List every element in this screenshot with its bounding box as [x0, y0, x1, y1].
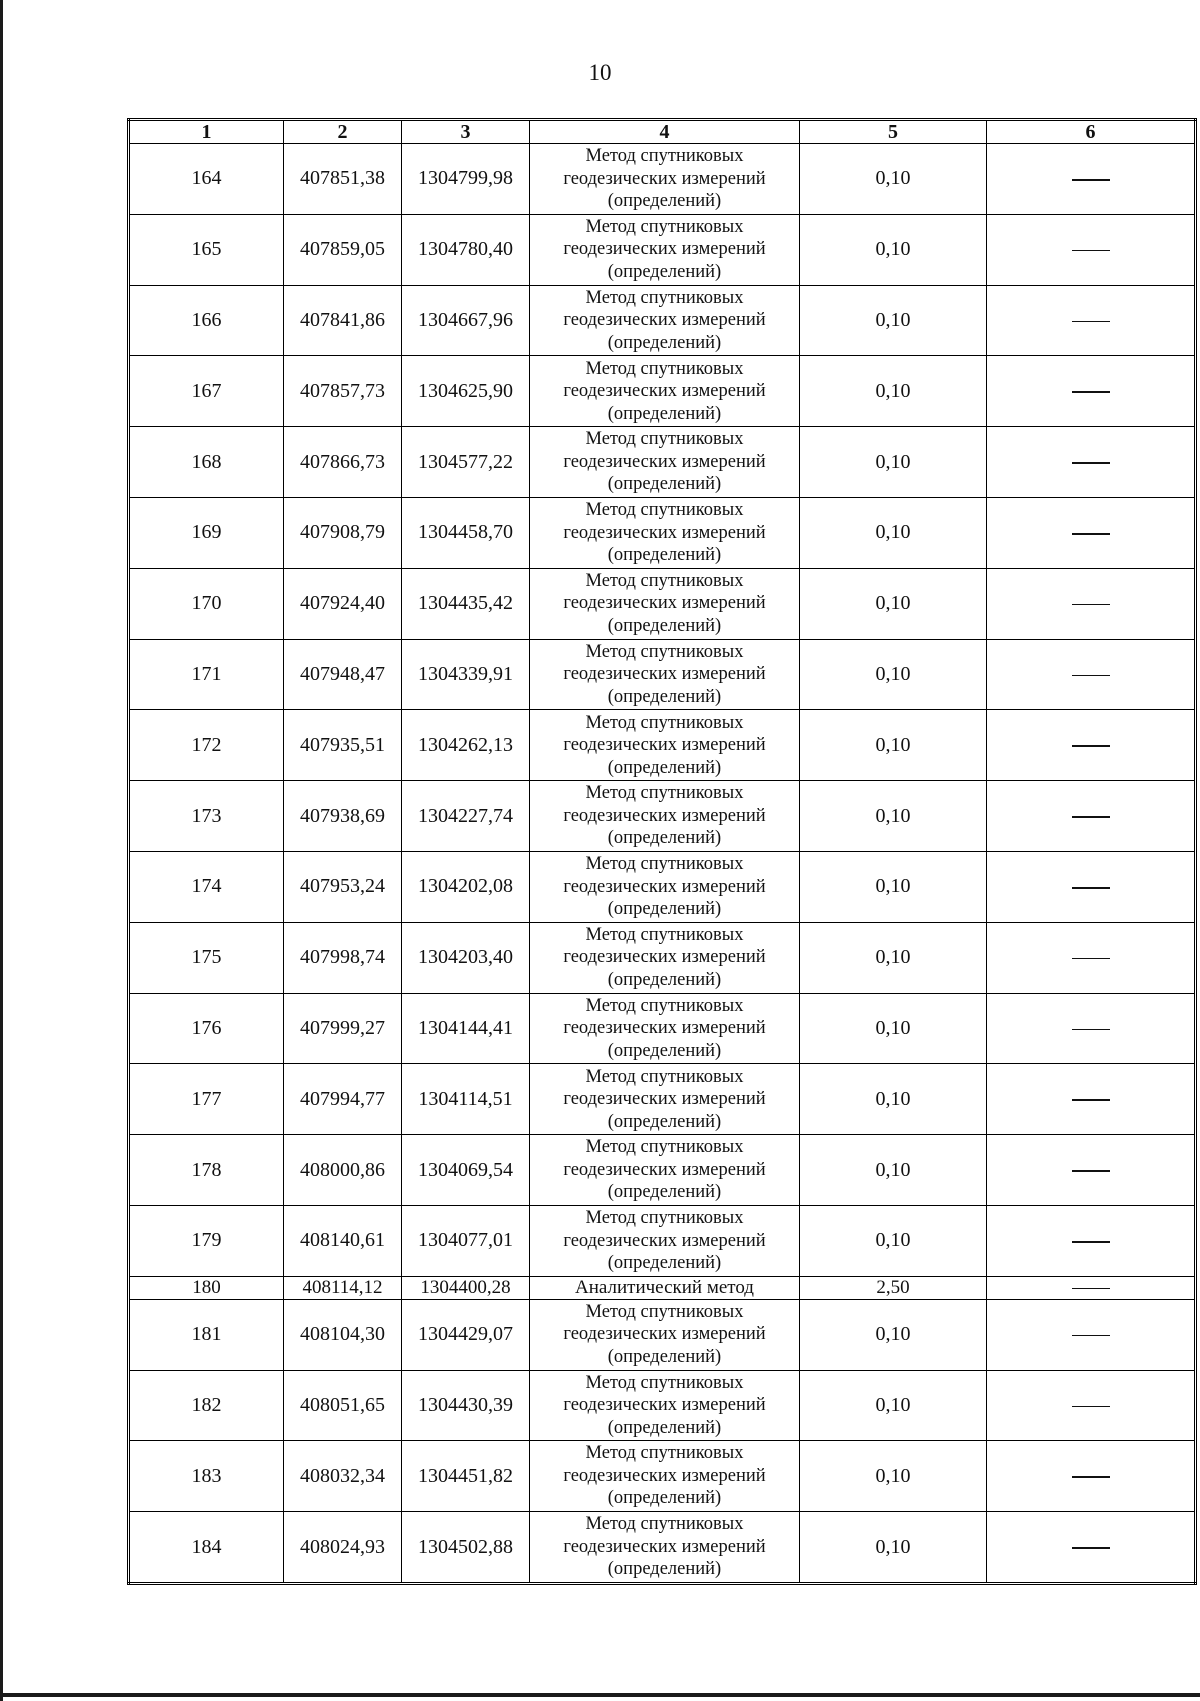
table-row [129, 497, 1196, 568]
coordinates-table-wrap [127, 118, 1194, 1585]
point-number-cell: 174 [129, 851, 284, 922]
column-header: 1 [129, 120, 284, 144]
y-coordinate-cell: 1304430,39 [402, 1370, 530, 1441]
point-number-cell: 182 [129, 1370, 284, 1441]
dash-mark [1072, 1029, 1110, 1031]
dash-mark [1072, 816, 1110, 818]
point-number-cell: 178 [129, 1135, 284, 1206]
note-cell [987, 568, 1196, 639]
point-number-cell: 167 [129, 356, 284, 427]
accuracy-cell: 0,10 [800, 285, 987, 356]
x-coordinate-cell: 407857,73 [284, 356, 402, 427]
note-cell [987, 497, 1196, 568]
table-row [129, 1512, 1196, 1584]
y-coordinate-cell: 1304577,22 [402, 427, 530, 498]
table-row [129, 285, 1196, 356]
y-coordinate-cell: 1304227,74 [402, 781, 530, 852]
scan-border-left [0, 0, 3, 1701]
table-row [129, 993, 1196, 1064]
accuracy-cell: 0,10 [800, 1441, 987, 1512]
method-cell: Аналитический метод [530, 1276, 800, 1299]
note-cell [987, 1370, 1196, 1441]
table-row [129, 1276, 1196, 1299]
point-number-cell: 169 [129, 497, 284, 568]
dash-mark [1072, 1476, 1110, 1478]
y-coordinate-cell: 1304077,01 [402, 1205, 530, 1276]
table-body [129, 144, 1196, 1584]
method-cell: Метод спутниковых геодезических измерений (определений) [530, 1205, 800, 1276]
table-row [129, 1135, 1196, 1206]
point-number-cell: 180 [129, 1276, 284, 1299]
method-cell: Метод спутниковых геодезических измерений (определений) [530, 922, 800, 993]
dash-mark [1072, 1170, 1110, 1172]
note-cell [987, 1205, 1196, 1276]
method-cell: Метод спутниковых геодезических измерений (определений) [530, 1064, 800, 1135]
note-cell [987, 639, 1196, 710]
y-coordinate-cell: 1304202,08 [402, 851, 530, 922]
note-cell [987, 1064, 1196, 1135]
table-row [129, 922, 1196, 993]
x-coordinate-cell: 408000,86 [284, 1135, 402, 1206]
point-number-cell: 170 [129, 568, 284, 639]
note-cell [987, 214, 1196, 285]
y-coordinate-cell: 1304400,28 [402, 1276, 530, 1299]
point-number-cell: 168 [129, 427, 284, 498]
column-header: 4 [530, 120, 800, 144]
note-cell [987, 285, 1196, 356]
point-number-cell: 171 [129, 639, 284, 710]
point-number-cell: 175 [129, 922, 284, 993]
table-row [129, 639, 1196, 710]
scan-border-bottom [0, 1693, 1200, 1697]
accuracy-cell: 0,10 [800, 1135, 987, 1206]
y-coordinate-cell: 1304625,90 [402, 356, 530, 427]
x-coordinate-cell: 407908,79 [284, 497, 402, 568]
method-cell: Метод спутниковых геодезических измерений (определений) [530, 568, 800, 639]
point-number-cell: 176 [129, 993, 284, 1064]
x-coordinate-cell: 408140,61 [284, 1205, 402, 1276]
point-number-cell: 173 [129, 781, 284, 852]
x-coordinate-cell: 408032,34 [284, 1441, 402, 1512]
accuracy-cell: 2,50 [800, 1276, 987, 1299]
note-cell [987, 1135, 1196, 1206]
y-coordinate-cell: 1304262,13 [402, 710, 530, 781]
dash-mark [1072, 462, 1110, 464]
dash-mark [1072, 1241, 1110, 1243]
method-cell: Метод спутниковых геодезических измерений (определений) [530, 1441, 800, 1512]
y-coordinate-cell: 1304799,98 [402, 144, 530, 215]
note-cell [987, 144, 1196, 215]
dash-mark [1072, 533, 1110, 535]
note-cell [987, 1299, 1196, 1370]
method-cell: Метод спутниковых геодезических измерений (определений) [530, 144, 800, 215]
dash-mark [1072, 179, 1110, 181]
x-coordinate-cell: 407841,86 [284, 285, 402, 356]
x-coordinate-cell: 407866,73 [284, 427, 402, 498]
x-coordinate-cell: 407994,77 [284, 1064, 402, 1135]
point-number-cell: 181 [129, 1299, 284, 1370]
accuracy-cell: 0,10 [800, 993, 987, 1064]
dash-mark [1072, 391, 1110, 393]
accuracy-cell: 0,10 [800, 1370, 987, 1441]
method-cell: Метод спутниковых геодезических измерений (определений) [530, 993, 800, 1064]
x-coordinate-cell: 407924,40 [284, 568, 402, 639]
accuracy-cell: 0,10 [800, 568, 987, 639]
dash-mark [1072, 1547, 1110, 1549]
method-cell: Метод спутниковых геодезических измерений (определений) [530, 1512, 800, 1584]
table-row [129, 1370, 1196, 1441]
note-cell [987, 710, 1196, 781]
y-coordinate-cell: 1304114,51 [402, 1064, 530, 1135]
column-header: 6 [987, 120, 1196, 144]
table-row [129, 568, 1196, 639]
y-coordinate-cell: 1304780,40 [402, 214, 530, 285]
point-number-cell: 177 [129, 1064, 284, 1135]
method-cell: Метод спутниковых геодезических измерений (определений) [530, 1299, 800, 1370]
accuracy-cell: 0,10 [800, 1299, 987, 1370]
y-coordinate-cell: 1304203,40 [402, 922, 530, 993]
y-coordinate-cell: 1304429,07 [402, 1299, 530, 1370]
table-row [129, 356, 1196, 427]
header-row [129, 120, 1196, 144]
x-coordinate-cell: 407999,27 [284, 993, 402, 1064]
x-coordinate-cell: 407935,51 [284, 710, 402, 781]
accuracy-cell: 0,10 [800, 639, 987, 710]
point-number-cell: 166 [129, 285, 284, 356]
table-row [129, 851, 1196, 922]
note-cell [987, 1441, 1196, 1512]
table-row [129, 1441, 1196, 1512]
note-cell [987, 781, 1196, 852]
dash-mark [1072, 958, 1110, 960]
x-coordinate-cell: 407851,38 [284, 144, 402, 215]
x-coordinate-cell: 407938,69 [284, 781, 402, 852]
dash-mark [1072, 675, 1110, 677]
table-row [129, 1205, 1196, 1276]
x-coordinate-cell: 407948,47 [284, 639, 402, 710]
accuracy-cell: 0,10 [800, 214, 987, 285]
method-cell: Метод спутниковых геодезических измерений (определений) [530, 639, 800, 710]
y-coordinate-cell: 1304144,41 [402, 993, 530, 1064]
table-row [129, 144, 1196, 215]
accuracy-cell: 0,10 [800, 710, 987, 781]
accuracy-cell: 0,10 [800, 1064, 987, 1135]
point-number-cell: 184 [129, 1512, 284, 1584]
coordinates-table [127, 118, 1197, 1585]
dash-mark [1072, 887, 1110, 889]
accuracy-cell: 0,10 [800, 781, 987, 852]
y-coordinate-cell: 1304667,96 [402, 285, 530, 356]
dash-mark [1072, 1099, 1110, 1101]
table-row [129, 1064, 1196, 1135]
dash-mark [1072, 1335, 1110, 1337]
method-cell: Метод спутниковых геодезических измерений (определений) [530, 214, 800, 285]
point-number-cell: 164 [129, 144, 284, 215]
x-coordinate-cell: 407998,74 [284, 922, 402, 993]
x-coordinate-cell: 407859,05 [284, 214, 402, 285]
note-cell [987, 993, 1196, 1064]
note-cell [987, 922, 1196, 993]
method-cell: Метод спутниковых геодезических измерений (определений) [530, 851, 800, 922]
method-cell: Метод спутниковых геодезических измерений (определений) [530, 427, 800, 498]
dash-mark [1072, 745, 1110, 747]
y-coordinate-cell: 1304069,54 [402, 1135, 530, 1206]
y-coordinate-cell: 1304435,42 [402, 568, 530, 639]
dash-mark [1072, 250, 1110, 252]
x-coordinate-cell: 407953,24 [284, 851, 402, 922]
accuracy-cell: 0,10 [800, 922, 987, 993]
dash-mark [1072, 604, 1110, 606]
point-number-cell: 172 [129, 710, 284, 781]
point-number-cell: 165 [129, 214, 284, 285]
method-cell: Метод спутниковых геодезических измерений (определений) [530, 781, 800, 852]
dash-mark [1072, 1288, 1110, 1290]
dash-mark [1072, 1406, 1110, 1408]
accuracy-cell: 0,10 [800, 427, 987, 498]
y-coordinate-cell: 1304502,88 [402, 1512, 530, 1584]
note-cell [987, 427, 1196, 498]
accuracy-cell: 0,10 [800, 144, 987, 215]
y-coordinate-cell: 1304451,82 [402, 1441, 530, 1512]
accuracy-cell: 0,10 [800, 356, 987, 427]
table-row [129, 710, 1196, 781]
accuracy-cell: 0,10 [800, 1512, 987, 1584]
y-coordinate-cell: 1304339,91 [402, 639, 530, 710]
page-number: 10 [588, 60, 612, 85]
point-number-cell: 183 [129, 1441, 284, 1512]
x-coordinate-cell: 408114,12 [284, 1276, 402, 1299]
x-coordinate-cell: 408024,93 [284, 1512, 402, 1584]
method-cell: Метод спутниковых геодезических измерений (определений) [530, 285, 800, 356]
table-row [129, 427, 1196, 498]
table-row [129, 214, 1196, 285]
x-coordinate-cell: 408051,65 [284, 1370, 402, 1441]
table-row [129, 1299, 1196, 1370]
accuracy-cell: 0,10 [800, 497, 987, 568]
column-header: 2 [284, 120, 402, 144]
accuracy-cell: 0,10 [800, 851, 987, 922]
accuracy-cell: 0,10 [800, 1205, 987, 1276]
y-coordinate-cell: 1304458,70 [402, 497, 530, 568]
column-header: 5 [800, 120, 987, 144]
table-row [129, 781, 1196, 852]
dash-mark [1072, 321, 1110, 323]
column-header: 3 [402, 120, 530, 144]
note-cell [987, 356, 1196, 427]
point-number-cell: 179 [129, 1205, 284, 1276]
note-cell [987, 851, 1196, 922]
note-cell [987, 1512, 1196, 1584]
note-cell [987, 1276, 1196, 1299]
method-cell: Метод спутниковых геодезических измерений (определений) [530, 356, 800, 427]
method-cell: Метод спутниковых геодезических измерений (определений) [530, 1135, 800, 1206]
method-cell: Метод спутниковых геодезических измерений (определений) [530, 710, 800, 781]
method-cell: Метод спутниковых геодезических измерений (определений) [530, 1370, 800, 1441]
method-cell: Метод спутниковых геодезических измерений (определений) [530, 497, 800, 568]
x-coordinate-cell: 408104,30 [284, 1299, 402, 1370]
